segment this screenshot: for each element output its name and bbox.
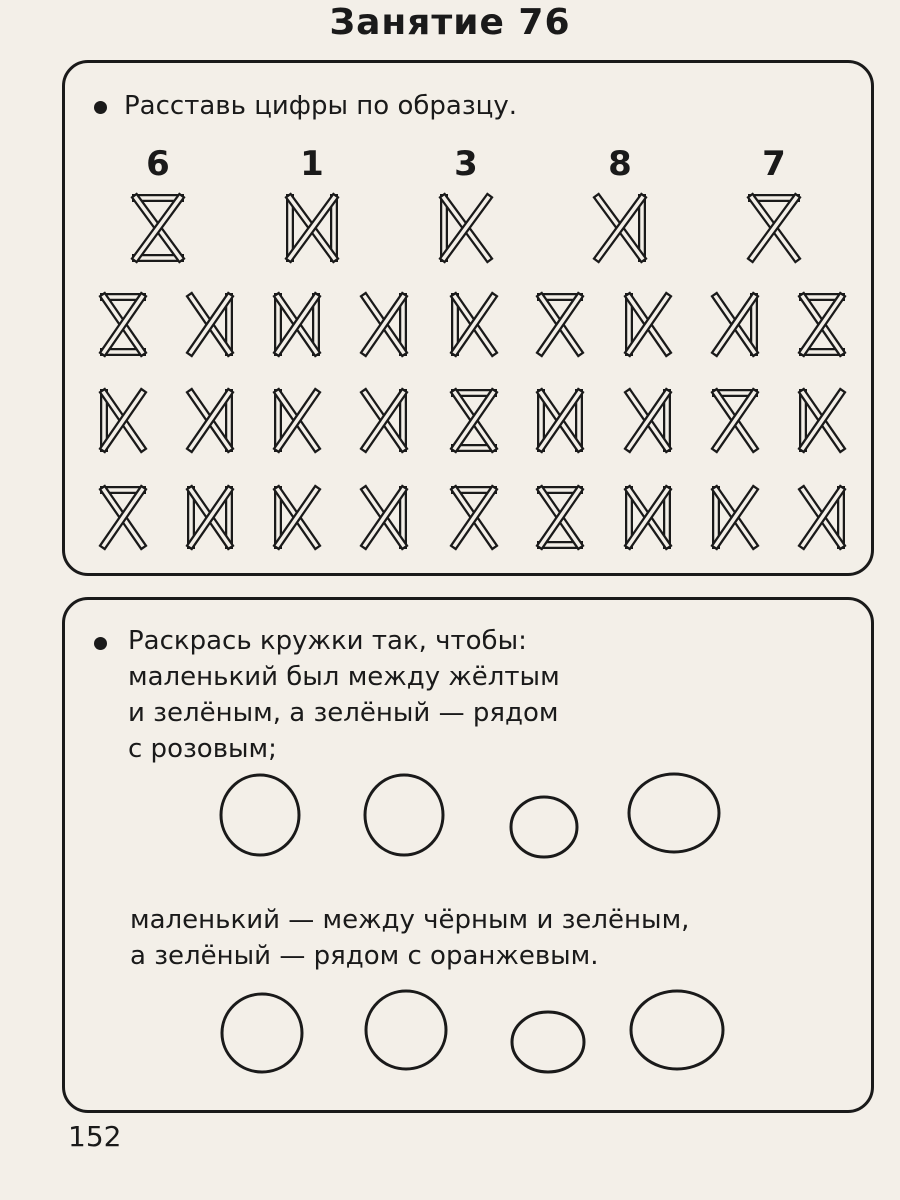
- page-number: 152: [68, 1120, 122, 1153]
- bullet-icon: [94, 637, 107, 650]
- sample-digit: 7: [762, 144, 786, 184]
- page-title: Занятие 76: [329, 2, 571, 43]
- task2-line-2: маленький был между жёлтым: [128, 662, 560, 692]
- task2-second-line-2: а зелёный — рядом с оранжевым.: [130, 941, 599, 971]
- task2-line-1: Раскрась кружки так, чтобы:: [128, 626, 527, 656]
- task-panel-digits: [62, 60, 874, 576]
- task2-line-3: и зелёным, а зелёный — рядом: [128, 698, 559, 728]
- bullet-icon: [94, 101, 107, 114]
- sample-digit: 6: [146, 144, 170, 184]
- task2-line-4: с розовым;: [128, 734, 277, 764]
- task2-second-line-1: маленький — между чёрным и зелёным,: [130, 905, 690, 935]
- sample-digit: 3: [454, 144, 478, 184]
- sample-digit: 1: [300, 144, 324, 184]
- task1-instruction: Расставь цифры по образцу.: [124, 91, 518, 121]
- sample-digit: 8: [608, 144, 632, 184]
